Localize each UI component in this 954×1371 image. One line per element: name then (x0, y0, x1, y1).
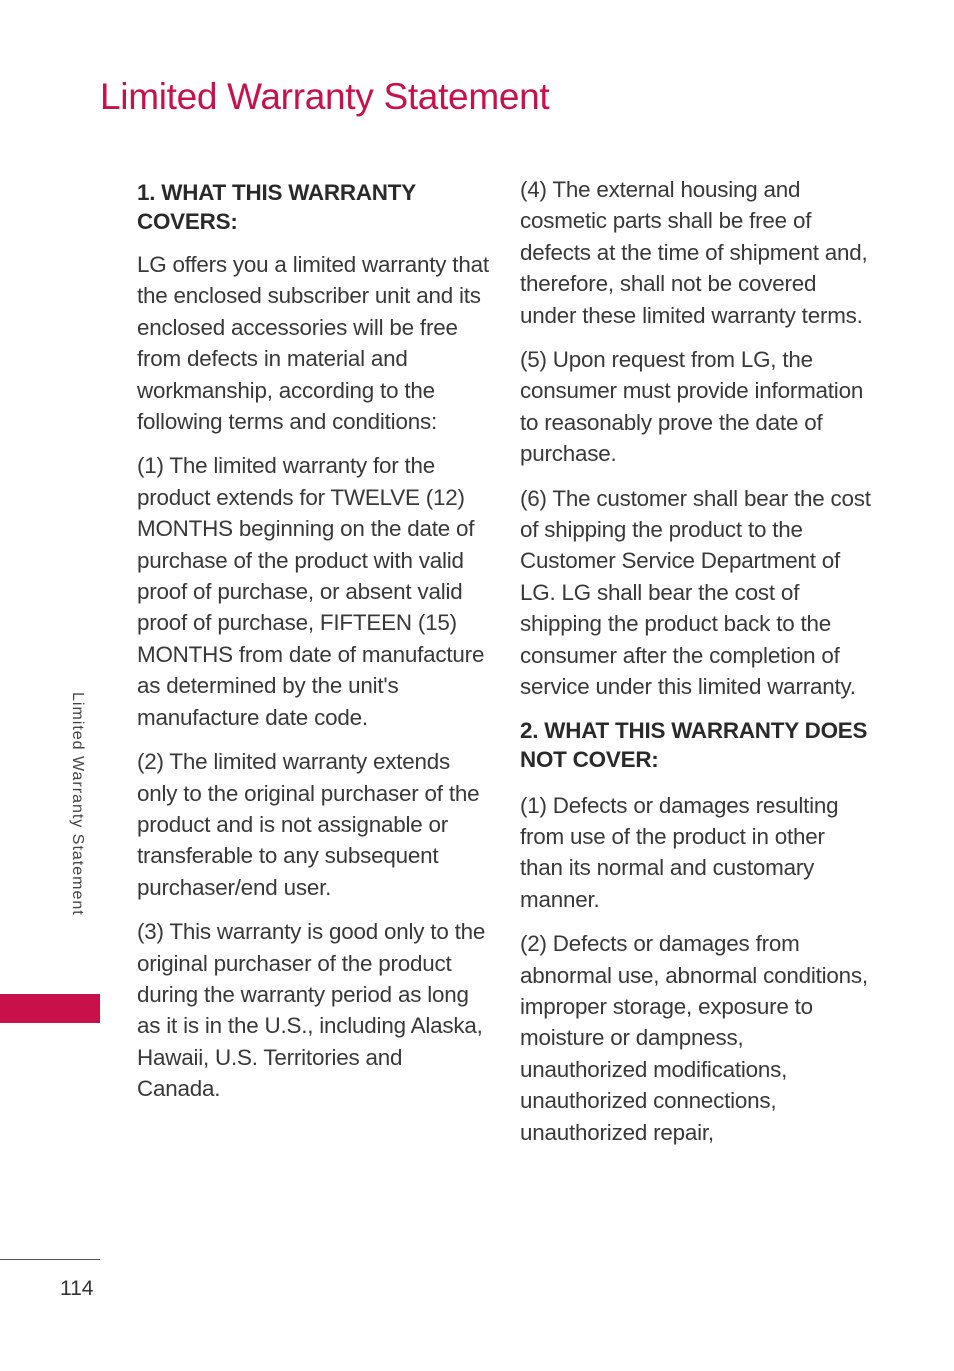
left-column (137, 174, 489, 1118)
exclusion-2: (2) Defects or damages from abnormal use, abnormal conditions, improper storage, exposure to moisture or dampness, unauthorized modifications, unauthorized connections, unauthorized repair, (520, 931, 868, 1145)
warranty-intro-paragraph: LG offers you a limited warranty that the enclosed subscriber unit and its enclosed accessories will be free from defects in material and workmanship, according to the following terms and conditions: (137, 252, 489, 435)
warranty-term-6: (6) The customer shall bear the cost of shipping the product to the Customer Service Department of LG. LG shall bear the cost of shipping the product back to the consumer after the completion of service under this limited warranty. (520, 485, 871, 700)
warranty-term-1: (1) The limited warranty for the product extends for TWELVE (12) MONTHS beginning on the date of purchase of the product with valid proof of purchase, or absent valid proof of purchase, FIFTEEN (15) MONTHS from date of manufacture as determined by the unit's manufacture date code. (137, 453, 485, 730)
page-title: Limited Warranty Statement (100, 76, 550, 117)
section-heading-warranty-covers: 1. WHAT THIS WARRANTY COVERS: (137, 180, 416, 234)
section-heading-not-covered: 2. WHAT THIS WARRANTY DOES NOT COVER: (520, 717, 868, 772)
warranty-term-2: (2) The limited warranty extends only to the original purchaser of the product and is not assignable or transferable to any subsequent purchaser/end user. (137, 749, 480, 900)
warranty-term-5: (5) Upon request from LG, the consumer must provide information to reasonably prove the date of purchase. (520, 347, 864, 467)
warranty-term-4: (4) The external housing and cosmetic parts shall be free of defects at the time of shipment and, therefore, shall not be covered under these limited warranty terms. (520, 177, 868, 328)
exclusion-1: (1) Defects or damages resulting from use of the product in other than its normal and customary manner. (520, 792, 839, 912)
side-tab-marker (0, 994, 100, 1023)
footer-divider (0, 1259, 100, 1260)
page-number: 114 (60, 1277, 94, 1300)
warranty-term-3: (3) This warranty is good only to the original purchaser of the product during the warranty period as long as it is in the U.S., including Alaska, Hawaii, U.S. Territories and Canada. (137, 919, 486, 1102)
right-column (520, 174, 872, 1161)
side-tab-label: Limited Warranty Statement (69, 692, 86, 916)
